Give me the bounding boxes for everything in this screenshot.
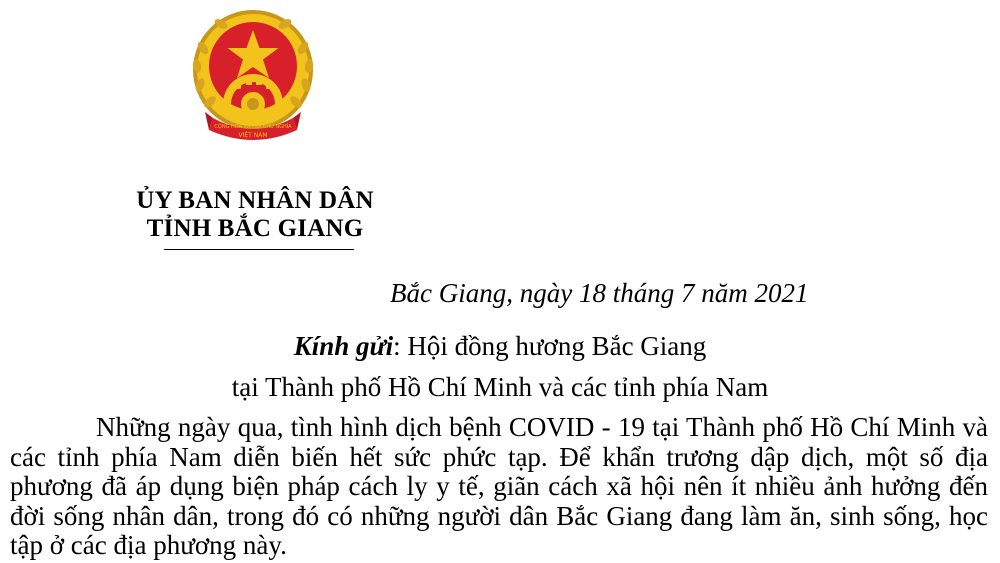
- recipient-lead: Kính gửi: [293, 331, 394, 361]
- date-line: Bắc Giang, ngày 18 tháng 7 năm 2021: [390, 278, 809, 308]
- national-emblem: [183, 8, 323, 148]
- org-name-line1: ỦY BAN NHÂN DÂN: [136, 187, 374, 214]
- org-name-line2: TỈNH BẮC GIANG: [146, 215, 364, 242]
- org-divider: [164, 249, 354, 250]
- national-emblem-icon: [183, 8, 323, 148]
- recipient-name: : Hội đồng hương Bắc Giang: [393, 331, 707, 361]
- recipient-line1: [0, 330, 1000, 362]
- body-paragraph: Những ngày qua, tình hình dịch bệnh COVID - 19 tại Thành phố Hồ Chí Minh và các tỉnh phía Nam diễn biến hết sức phức tạp. Để khẩn trương dập dịch, một số địa phương đã áp dụng biện pháp cách ly y tế, giãn cách xã hội nên ít nhiều ảnh hưởng đến đời sống nhân dân, trong đó có những người dân Bắc Giang đang làm ăn, sinh sống, học tập ở các địa phương này.: [10, 412, 988, 560]
- svg-text:VIỆT NAM: VIỆT NAM: [238, 132, 268, 139]
- svg-text:CỘNG HÒA XÃ HỘI CHỦ NGHĨA: CỘNG HÒA XÃ HỘI CHỦ NGHĨA: [214, 124, 292, 130]
- recipient-line2: tại Thành phố Hồ Chí Minh và các tỉnh phía Nam: [231, 372, 769, 402]
